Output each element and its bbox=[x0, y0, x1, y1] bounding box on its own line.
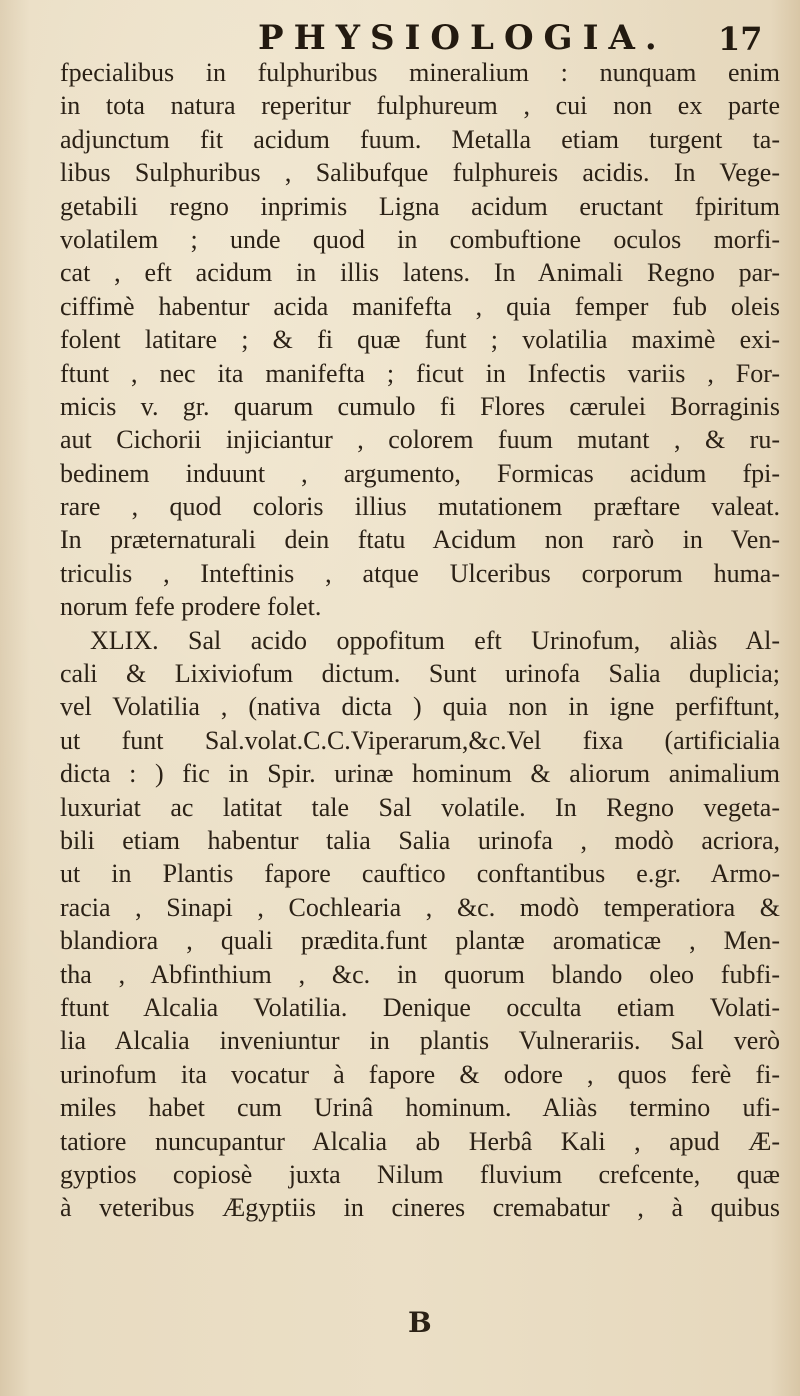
text-line: miles habet cum Urinâ hominum. Aliàs termino ufi- bbox=[60, 1093, 780, 1123]
signature-mark: B bbox=[408, 1306, 432, 1339]
text-line: aut Cichorii injiciantur , colorem fuum mutant , & ru- bbox=[60, 425, 780, 455]
text-line: ut funt Sal.volat.C.C.Viperarum,&c.Vel fixa (artificialia bbox=[60, 725, 780, 755]
running-head: PHYSIOLOGIA. bbox=[258, 18, 667, 58]
text-line: tatiore nuncupantur Alcalia ab Herbâ Kali , apud Æ- bbox=[60, 1126, 780, 1156]
text-line: urinofum ita vocatur à fapore & odore , quos ferè fi- bbox=[60, 1059, 780, 1089]
text-line: In præternaturali dein ftatu Acidum non rarò in Ven- bbox=[60, 525, 780, 555]
page-header bbox=[0, 18, 800, 58]
text-line: bili etiam habentur talia Salia urinofa , modò acriora, bbox=[60, 825, 780, 855]
text-line: volatilem ; unde quod in combuftione oculos morfi- bbox=[60, 224, 780, 254]
page-number: 17 bbox=[718, 20, 763, 58]
text-line: libus Sulphuribus , Salibufque fulphureis acidis. In Vege- bbox=[60, 158, 780, 188]
section-start-line: XLIX. Sal acido oppofitum eft Urinofum, aliàs Al- bbox=[90, 625, 780, 655]
body-text bbox=[60, 56, 780, 1225]
text-line: adjunctum fit acidum fuum. Metalla etiam turgent ta- bbox=[60, 124, 780, 154]
text-line: gyptios copiosè juxta Nilum fluvium crefcente, quæ bbox=[60, 1159, 780, 1189]
text-line: ut in Plantis fapore cauftico conftantibus e.gr. Armo- bbox=[60, 859, 780, 889]
text-line: fpecialibus in fulphuribus mineralium : nunquam enim bbox=[60, 58, 780, 87]
text-line: rare , quod coloris illius mutationem præftare valeat. bbox=[60, 492, 780, 522]
text-line: norum fefe prodere folet. bbox=[60, 592, 322, 622]
text-line: in tota natura reperitur fulphureum , cui non ex parte bbox=[60, 91, 780, 121]
text-line: cali & Lixiviofum dictum. Sunt urinofa Salia duplicia; bbox=[60, 659, 780, 689]
text-line: bedinem induunt , argumento, Formicas acidum fpi- bbox=[60, 458, 780, 488]
text-line: micis v. gr. quarum cumulo fi Flores cærulei Borraginis bbox=[60, 391, 780, 421]
text-line: lia Alcalia inveniuntur in plantis Vulnerariis. Sal verò bbox=[60, 1026, 780, 1056]
text-line: tha , Abfinthium , &c. in quorum blando oleo fubfi- bbox=[60, 959, 780, 989]
text-line: blandiora , quali prædita.funt plantæ aromaticæ , Men- bbox=[60, 926, 780, 956]
text-line: folent latitare ; & fi quæ funt ; volatilia maximè exi- bbox=[60, 325, 780, 355]
text-line: dicta : ) fic in Spir. urinæ hominum & aliorum animalium bbox=[60, 759, 780, 789]
text-line: ftunt , nec ita manifefta ; ficut in Infectis variis , For- bbox=[60, 358, 780, 388]
text-line: ciffimè habentur acida manifefta , quia femper fub oleis bbox=[60, 291, 780, 321]
text-line: racia , Sinapi , Cochlearia , &c. modò temperatiora & bbox=[60, 892, 780, 922]
text-line: à veteribus Ægyptiis in cineres cremabatur , à quibus bbox=[60, 1193, 780, 1223]
text-line: vel Volatilia , (nativa dicta ) quia non in igne perfiftunt, bbox=[60, 692, 780, 722]
text-line: cat , eft acidum in illis latens. In Animali Regno par- bbox=[60, 258, 780, 288]
text-line: getabili regno inprimis Ligna acidum eructant fpiritum bbox=[60, 191, 780, 221]
text-line: triculis , Inteftinis , atque Ulceribus corporum huma- bbox=[60, 558, 780, 588]
text-line: luxuriat ac latitat tale Sal volatile. In Regno vegeta- bbox=[60, 792, 780, 822]
text-line: ftunt Alcalia Volatilia. Denique occulta etiam Volati- bbox=[60, 992, 780, 1022]
